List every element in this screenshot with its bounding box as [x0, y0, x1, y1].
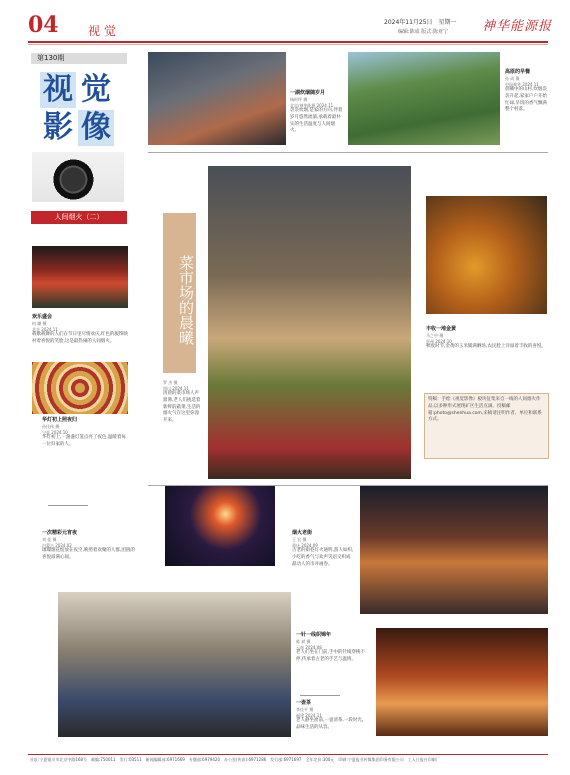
- photo-caption: 一次精彩元宵夜 刘 佳 摄 内蒙古 2024.02 璀璨烟花绽放在夜空,映照着欢聚的人群,团圆的喜悦溢满心间。: [42, 530, 135, 560]
- notice-text: 特稿：手绘《视觉影像》板块征集来自一线的人间烟火作品,以多种形式展现矿区生活点滴。投稿邮箱:photo@shenhua.com,来稿请注明作者、单位和联系方式。: [428, 397, 542, 423]
- photo-caption: 烟火老街 王 宏 摄 重庆 2024.09 古老的街巷灯火通明,游人如织,小吃的香气与欢声笑语交织成最动人的市井画卷。: [292, 530, 354, 567]
- photo-caption: 华灯初上照夜归 孙佳伟 摄 宁夏 2024.10 华灯初上,一盏盏灯笼点亮了夜色,温暖着每一位归家的人。: [42, 417, 126, 447]
- divider: [48, 505, 88, 506]
- photo-caption: 一针一线织锦年 陈 斌 摄 云南 2024.08 老人们坐在门前,手中的针线穿梭不停,传承着古老的手艺与温情。: [296, 632, 365, 662]
- photo-caption: 一壶茶 李佳平 摄 福建 2024.11 老人静坐窗前,一壶清茶,一段时光,品味生活的从容。: [296, 700, 364, 730]
- photo-dance: [32, 246, 128, 308]
- photo-embroidery: [58, 592, 291, 737]
- photo-old-street: [360, 486, 548, 614]
- photo-market-morning: [208, 166, 411, 479]
- photo-smoke-village: [148, 52, 286, 145]
- divider: [148, 152, 548, 153]
- photo-mountain-village: [348, 52, 500, 145]
- header-rule-thin: [28, 44, 548, 45]
- divider: [300, 695, 340, 696]
- issue-number: 第130期: [31, 53, 127, 64]
- photo-caption: 丰收一地金黄 马之中 摄 贵州 2024.10 秋收时节,金黄的玉米铺满晒场,农民脸上洋溢着丰收的喜悦。: [426, 326, 546, 350]
- masthead-char: 像: [78, 110, 114, 146]
- header-rule: [28, 41, 548, 43]
- column-subtitle: 人间烟火（二）: [31, 211, 127, 224]
- page-number: 04: [28, 12, 59, 38]
- camera-image: [32, 152, 124, 202]
- photo-lanterns: [32, 362, 128, 414]
- section-title: 视觉: [88, 24, 121, 38]
- photo-caption: 一湖炊烟随岁月 杨柯坪 摄 北京/神华能源 2024.11 袅袅炊烟,是家的方向,伴着岁月悠然流淌,承载着最朴实的生活温度与人间烟火。: [290, 90, 343, 134]
- feature-title: 菜市场的晨曦: [177, 255, 195, 345]
- photo-corn-harvest: [426, 196, 547, 314]
- masthead-char: 影: [43, 110, 73, 145]
- photo-caption: 高原的早餐 孙 成 摄 中国神华 2024.11 晨曦中的山村,炊烟袅袅升起,家家户户开始忙碌,早饭的香气飘满整个村落。: [505, 69, 547, 113]
- newspaper-logo: 神华能源报: [482, 19, 553, 34]
- issue-date: 2024年11月25日 星期一: [384, 19, 457, 26]
- photo-tea-elder: [376, 628, 548, 736]
- footer-rule: [28, 754, 548, 755]
- photo-fireworks: [165, 486, 275, 566]
- photo-caption: 罗 杰 摄 四川 2024.11 清晨的菜市场人声鼎沸,老人们挑选着新鲜的蔬菜,生活的烟火气在这里弥漫开来。: [163, 380, 201, 424]
- notice-box: [424, 393, 549, 459]
- masthead-char: 觉: [81, 72, 111, 107]
- footer-info: 社址:宁夏银川市北京中路168号 邮编:750011 发行:03511 新闻编辑部:6971669 专题部:6979420 办公室(传真):6971286 发行部:6971697 全年定价:300元 印刷:宁夏报业传媒集团印务有限公司 工人日报社印刷厂: [30, 757, 440, 762]
- editors-credit: 编辑:陈成 版式:陈亚宁: [398, 29, 448, 35]
- masthead-char: 视: [40, 72, 76, 108]
- photo-caption: 欢乐盛会 何 璐 摄 北京 2024.11 载歌载舞的人们在节日里尽情欢庆,红色的服饰映衬着喜悦的笑脸,这是最热闹的人间烟火。: [32, 314, 128, 344]
